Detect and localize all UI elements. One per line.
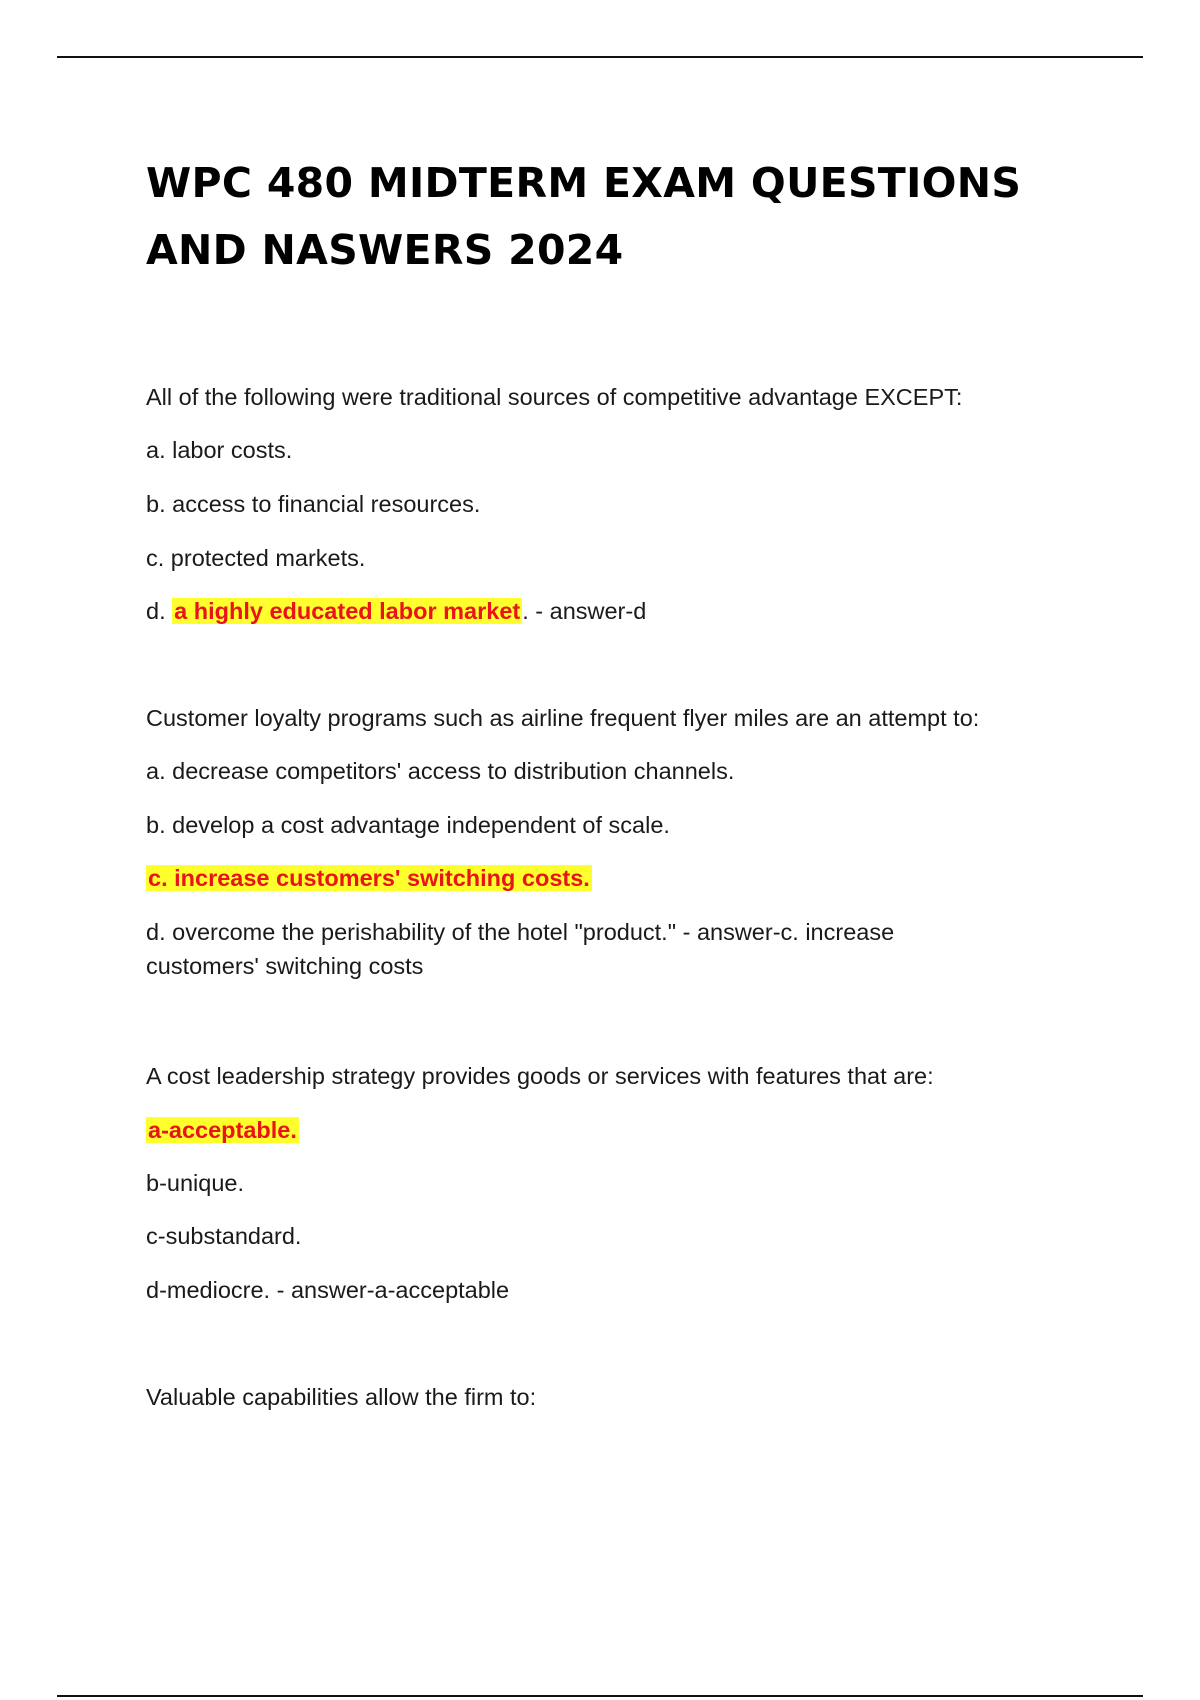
question-1-option-c: c. protected markets. xyxy=(146,545,366,571)
question-1-option-d xyxy=(146,594,646,628)
question-2-option-c xyxy=(146,861,592,895)
document-title xyxy=(146,150,1021,284)
question-3-option-a xyxy=(146,1113,299,1147)
bottom-rule xyxy=(57,1695,1143,1697)
question-2-option-a: a. decrease competitors' access to distribution channels. xyxy=(146,758,735,784)
question-3-option-c: c-substandard. xyxy=(146,1223,302,1249)
option-d-line-2: customers' switching costs xyxy=(146,953,424,979)
title-line-2: AND NASWERS 2024 xyxy=(146,226,624,274)
option-d-prefix: d. xyxy=(146,598,173,624)
question-2-option-b: b. develop a cost advantage independent of scale. xyxy=(146,812,670,838)
option-d-suffix: . - answer-d xyxy=(522,598,647,624)
highlighted-answer: c. increase customers' switching costs. xyxy=(148,865,590,891)
question-2-stem: Customer loyalty programs such as airline frequent flyer miles are an attempt to: xyxy=(146,705,980,731)
question-2-option-d xyxy=(146,915,894,983)
highlighted-answer: a-acceptable. xyxy=(148,1117,297,1143)
top-rule xyxy=(57,56,1143,58)
question-1-stem: All of the following were traditional sources of competitive advantage EXCEPT: xyxy=(146,384,963,410)
question-3-stem: A cost leadership strategy provides goods or services with features that are: xyxy=(146,1063,934,1089)
question-3-option-b: b-unique. xyxy=(146,1170,244,1196)
title-line-1: WPC 480 MIDTERM EXAM QUESTIONS xyxy=(146,159,1022,207)
question-1-option-b: b. access to financial resources. xyxy=(146,491,481,517)
question-1-option-a: a. labor costs. xyxy=(146,437,293,463)
question-4-stem: Valuable capabilities allow the firm to: xyxy=(146,1384,537,1410)
question-3-option-d: d-mediocre. - answer-a-acceptable xyxy=(146,1277,510,1303)
highlighted-answer: a highly educated labor market xyxy=(174,598,521,624)
option-d-line-1: d. overcome the perishability of the hotel "product." - answer-c. increase xyxy=(146,919,895,945)
